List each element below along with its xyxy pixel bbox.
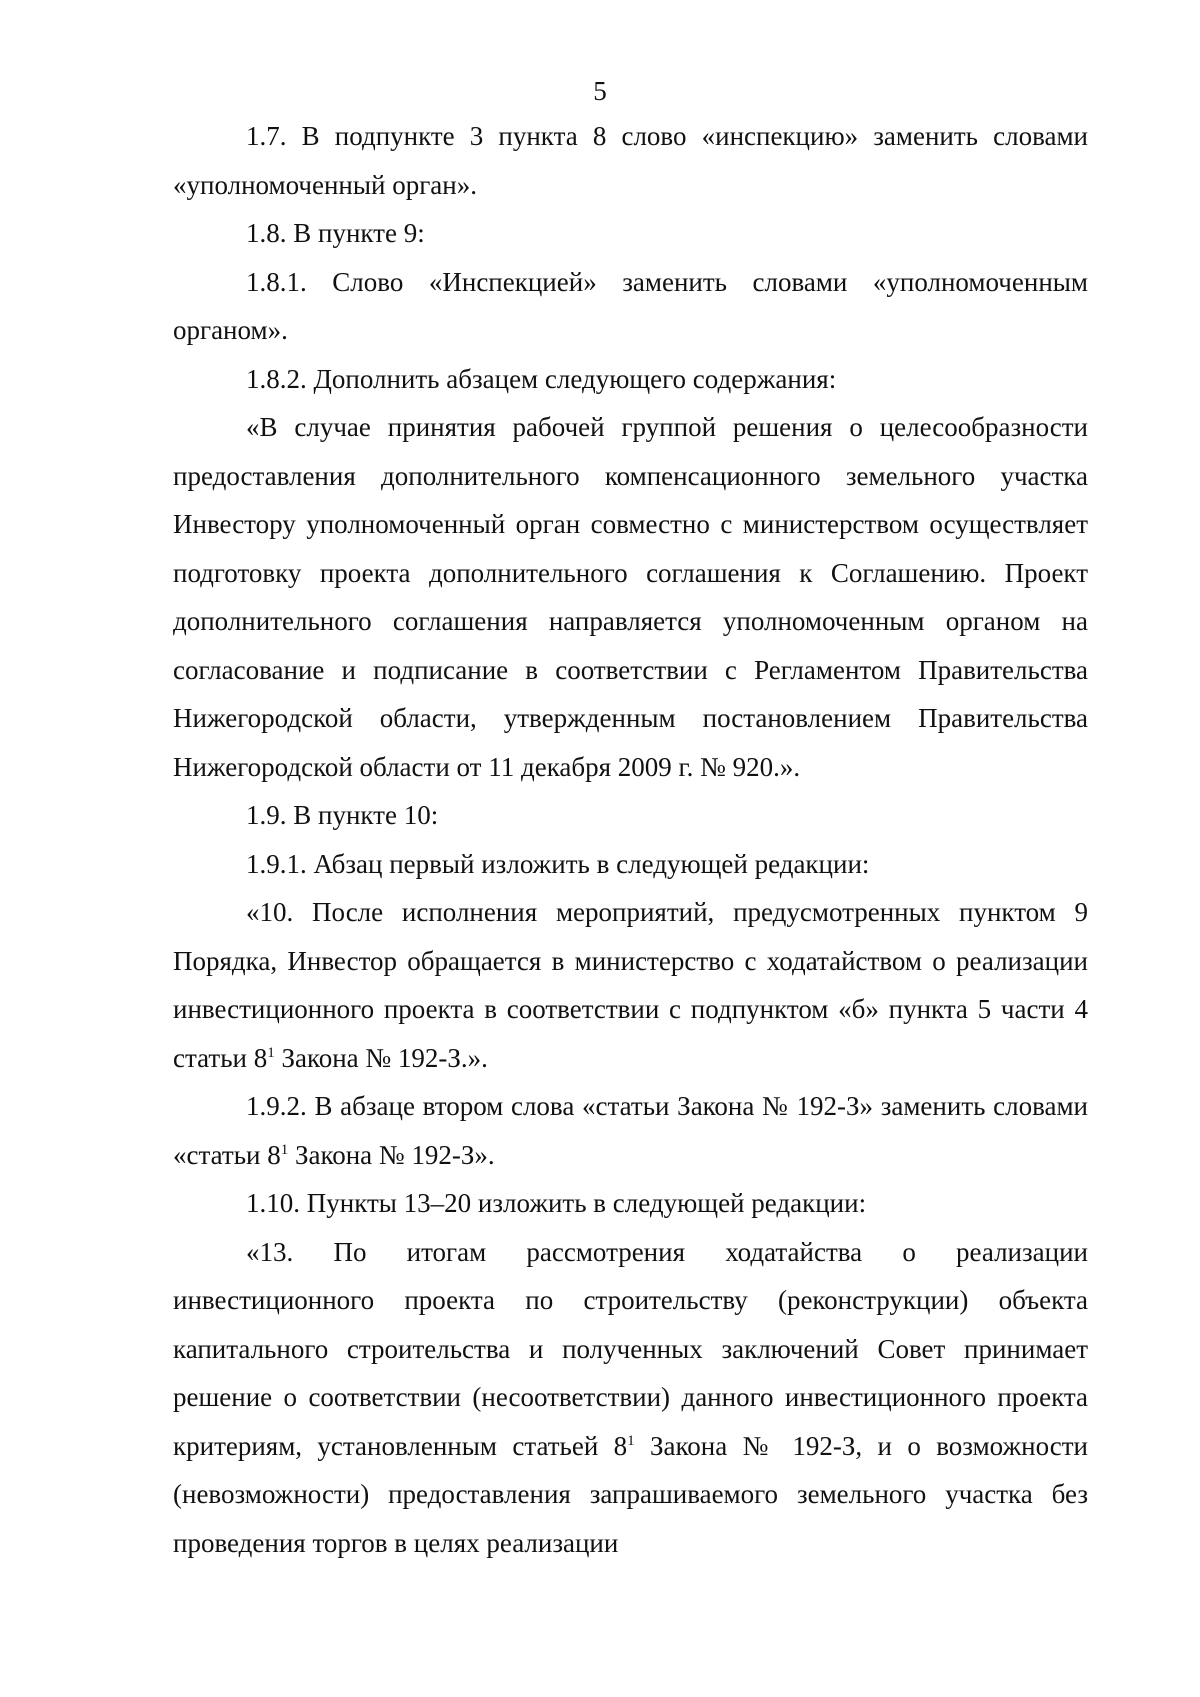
superscript: 1 (267, 1044, 275, 1061)
page-number: 5 (593, 76, 607, 106)
text-segment: 1.9.2. В абзаце втором слова «статьи Закона № 192-З» заменить словами «статьи 8 (173, 1091, 1088, 1170)
paragraph-1-9-1: 1.9.1. Абзац первый изложить в следующей редакции: (246, 848, 870, 879)
paragraph-1-8-1: 1.8.1. Слово «Инспекцией» заменить словами «уполномоченным органом». (173, 266, 1088, 345)
text-segment: Закона № 192-З». (288, 1139, 495, 1170)
paragraph-quote-rabochaya-gruppa: «В случае принятия рабочей группой решения о целесообразности предоставления дополнительного компенсационного земельного участка Инвестору уполномоченный орган совместно с министерством осуществляет подготовку проекта дополнительного соглашения к Соглашению. Проект дополнительного соглашения направляется уполномоченным органом на согласование и подписание в соответствии с Регламентом Правительства Нижегородской области, утвержденным постановлением Правительства Нижегородской области от 11 декабря 2009 г. № 920.». (173, 412, 1088, 782)
paragraph-1-9-2 (173, 1082, 1088, 1179)
paragraph-1-9: 1.9. В пункте 10: (246, 800, 439, 830)
text-segment: Закона № 192-З, и о возможности (невозможности) предоставления запрашиваемого земельного участка без проведения торгов в целях реализации (173, 1430, 1088, 1558)
superscript: 1 (280, 1141, 289, 1158)
paragraph-1-8: 1.8. В пункте 9: (246, 218, 425, 248)
text-segment: Закона № 192-З.». (274, 1042, 488, 1073)
text-segment: «10. После исполнения мероприятий, предусмотренных пунктом 9 Порядка, Инвестор обращается в министерство с ходатайством о реализации инвестиционного проекта в соответствии с подпунктом «б» пункта 5 части 4 статьи 8 (173, 897, 1088, 1073)
paragraph-1-10: 1.10. Пункты 13–20 изложить в следующей редакции: (246, 1188, 867, 1218)
paragraph-1-8-2: 1.8.2. Дополнить абзацем следующего содержания: (246, 363, 837, 394)
superscript: 1 (627, 1432, 635, 1449)
paragraph-quote-punkt-10 (173, 888, 1088, 1082)
paragraph-quote-punkt-13 (173, 1228, 1088, 1568)
paragraph-1-7: 1.7. В подпункте 3 пункта 8 слово «инспекцию» заменить словами «уполномоченный орган». (173, 121, 1088, 200)
text-segment: «13. По итогам рассмотрения ходатайства о реализации инвестиционного проекта по строительству (реконструкции) объекта капитального строительства и полученных заключений Совет принимает решение о соответствии (несоответствии) данного инвестиционного проекта критериям, установленным статьей 8 (173, 1236, 1088, 1461)
document-body (173, 112, 1088, 1567)
